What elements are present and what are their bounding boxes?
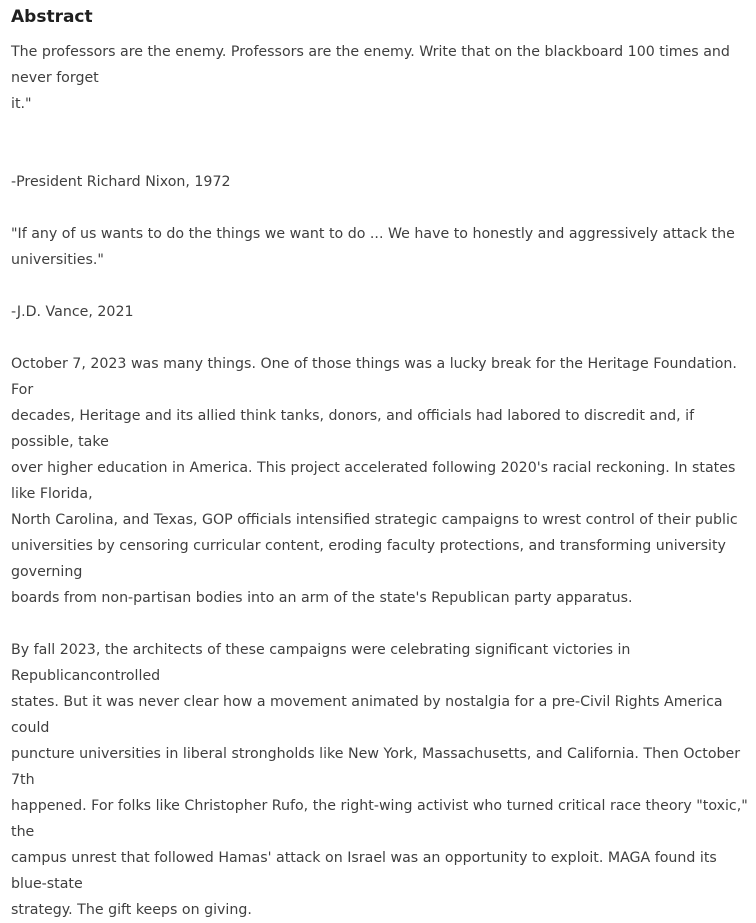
nixon-quote-paragraph: The professors are the enemy. Professors are the enemy. Write that on the blackboard 100 times and never forget it."	[11, 44, 730, 112]
body-paragraph-1: October 7, 2023 was many things. One of those things was a lucky break for the Heritage Foundation. For decades, Heritage and its allied think tanks, donors, and officials had labored to discredit and, if possible, take over higher education in America. This project accelerated following 2020's racial reckoning. In states like Florida, North Carolina, and Texas, GOP officials intensified strategic campaigns to wrest control of their public universities by censoring curricular content, eroding faculty protections, and transforming university governing boards from non-partisan bodies into an arm of the state's Republican party apparatus.	[11, 356, 738, 606]
nixon-attribution: -President Richard Nixon, 1972	[11, 174, 231, 190]
abstract-section	[11, 0, 756, 923]
abstract-heading: Abstract	[11, 7, 93, 27]
vance-quote-paragraph: "If any of us wants to do the things we want to do ... We have to honestly and aggressively attack the universities."	[11, 226, 735, 268]
body-paragraph-2: By fall 2023, the architects of these campaigns were celebrating significant victories in Republicancontrolled states. But it was never clear how a movement animated by nostalgia for a pre-Civil Rights America could puncture universities in liberal strongholds like New York, Massachusetts, and California. Then October 7th happened. For folks like Christopher Rufo, the right-wing activist who turned critical race theory "toxic," the campus unrest that followed Hamas' attack on Israel was an opportunity to exploit. MAGA found its blue-state strategy. The gift keeps on giving.	[11, 642, 748, 918]
vance-attribution: -J.D. Vance, 2021	[11, 304, 134, 320]
